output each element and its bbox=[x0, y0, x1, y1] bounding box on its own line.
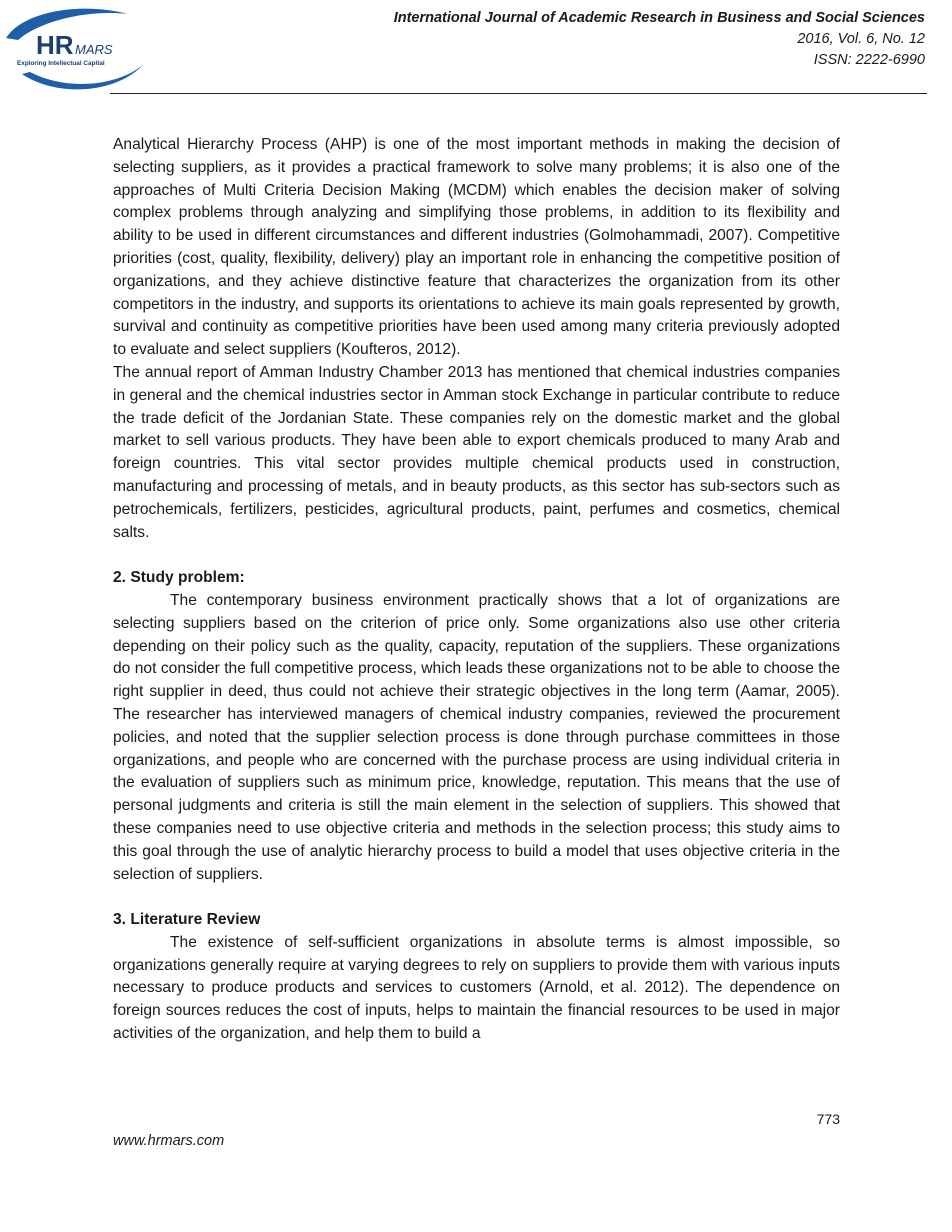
paragraph-gap bbox=[113, 886, 840, 909]
logo-mars-text: MARS bbox=[75, 42, 113, 57]
journal-volume: 2016, Vol. 6, No. 12 bbox=[797, 31, 925, 47]
journal-title: International Journal of Academic Research in Business and Social Sciences bbox=[393, 10, 925, 26]
paragraph-literature-review: The existence of self-sufficient organizations in absolute terms is almost impossible, so organizations generally require at varying degrees to rely on suppliers to provide them with various inputs necessary to produce products and services to customers (Arnold, et al. 2012). The dependence on foreign sources reduces the cost of inputs, helps to maintain the financial resources to be used in major activities of the organization, and help them to build a bbox=[113, 933, 840, 1043]
hrmars-logo bbox=[4, 4, 148, 96]
section-heading-literature-review: 3. Literature Review bbox=[113, 911, 261, 929]
section-heading-study-problem: 2. Study problem: bbox=[113, 569, 245, 587]
logo-bottom-arc bbox=[22, 64, 144, 89]
footer-website: www.hrmars.com bbox=[113, 1133, 225, 1149]
paragraph-gap bbox=[113, 544, 840, 567]
article-body bbox=[113, 134, 840, 1046]
journal-issn: ISSN: 2222-6990 bbox=[813, 52, 925, 68]
header-rule bbox=[110, 93, 927, 94]
hrmars-logo-graphic bbox=[4, 4, 148, 96]
paragraph-study-problem: The contemporary business environment practically shows that a lot of organizations are selecting suppliers based on the criterion of price only. Some organizations also use other criteria depending on their policy such as the quality, capacity, reputation of the suppliers. These organizations do not consider the full competitive process, which leads these organizations not to be able to choose the right supplier in deed, thus could not achieve their strategic objectives in the long term (Aamar, 2005). The researcher has interviewed managers of chemical industry companies, reviewed the procurement policies, and noted that the supplier selection process is done through purchase committees in those organizations, and people who are concerned with the purchase process are using individual criteria in the evaluation of suppliers such as minimum price, knowledge, reputation. This means that the use of personal judgments and criteria is still the main element in the selection of suppliers. This showed that these companies need to use objective criteria and methods in the selection process; this study aims to this goal through the use of analytic hierarchy process to build a model that uses objective criteria in the selection of suppliers. bbox=[113, 591, 840, 883]
paragraph-annual-report: The annual report of Amman Industry Chamber 2013 has mentioned that chemical industries companies in general and the chemical industries sector in Amman stock Exchange in particular contribute to reduce the trade deficit of the Jordanian State. These companies rely on the domestic market and the global market to sell various products. They have been able to export chemicals produced to many Arab and foreign countries. This vital sector provides multiple chemical products used in construction, manufacturing and processing of metals, and in beauty products, as this sector has sub-sectors such as petrochemicals, fertilizers, pesticides, agricultural products, paint, perfumes and cosmetics, chemical salts. bbox=[113, 363, 840, 541]
journal-header bbox=[394, 8, 925, 71]
logo-tagline: Exploring Intellectual Capital bbox=[17, 60, 105, 67]
page-number: 773 bbox=[816, 1111, 840, 1127]
paragraph-ahp: Analytical Hierarchy Process (AHP) is one of the most important methods in making the decision of selecting suppliers, as it provides a practical framework to solve many problems; it is also one of the approaches of Multi Criteria Decision Making (MCDM) which enables the decision maker of solving complex problems through analyzing and simplifying those problems, in addition to its flexibility and ability to be used in different circumstances and different industries (Golmohammadi, 2007). Competitive priorities (cost, quality, flexibility, delivery) play an important role in enhancing the competitive position of organizations, and they achieve distinctive feature that characterizes the organization from its other competitors in the industry, and supports its orientations to achieve its main goals represented by growth, survival and continuity as competitive priorities have been used among many criteria previously adopted to evaluate and select suppliers (Koufteros, 2012). bbox=[113, 136, 840, 359]
logo-hr-text: HR bbox=[36, 30, 74, 60]
